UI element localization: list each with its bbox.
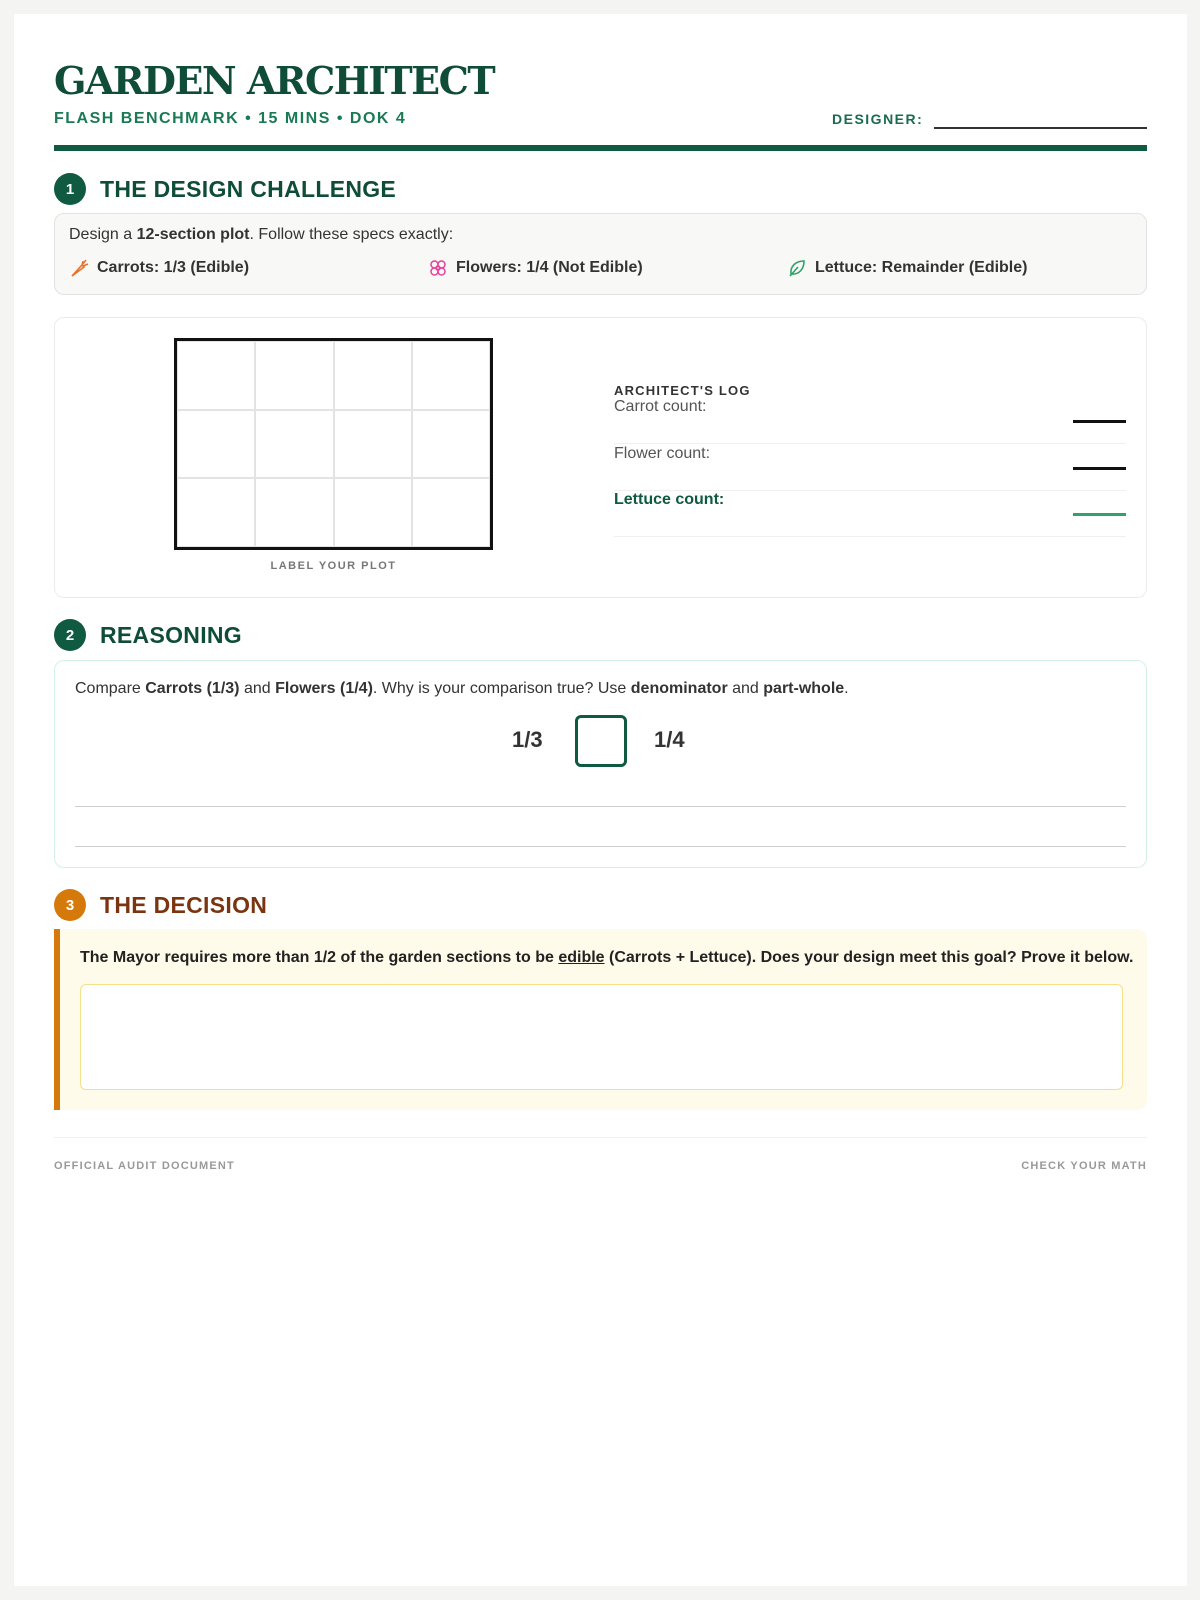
plot-card	[54, 317, 1147, 598]
footer-right: CHECK YOUR MATH	[1021, 1160, 1147, 1172]
plot-section[interactable]	[255, 410, 333, 479]
header-divider	[54, 145, 1147, 151]
carrot-count-blank[interactable]	[1073, 420, 1126, 423]
designer-name-field[interactable]	[934, 127, 1147, 129]
footer-left: OFFICIAL AUDIT DOCUMENT	[54, 1160, 235, 1172]
designer-label: DESIGNER:	[832, 111, 924, 127]
comparison-symbol-box[interactable]	[575, 715, 627, 767]
section-number-badge: 1	[54, 173, 86, 205]
right-fraction: 1/4	[654, 727, 685, 752]
plot-section[interactable]	[334, 478, 412, 547]
plot-section[interactable]	[177, 341, 255, 410]
plot-section[interactable]	[334, 410, 412, 479]
carrot-icon	[69, 258, 89, 278]
plot-section[interactable]	[334, 341, 412, 410]
plot-section[interactable]	[177, 478, 255, 547]
section-number-badge: 3	[54, 889, 86, 921]
proof-answer-box[interactable]	[80, 984, 1123, 1090]
section-number-badge: 2	[54, 619, 86, 651]
plot-section[interactable]	[412, 478, 490, 547]
spec-carrots: Carrots: 1/3 (Edible)	[69, 258, 249, 278]
section-title: REASONING	[100, 621, 242, 648]
decision-box	[54, 929, 1147, 1110]
section-2-heading	[54, 619, 242, 651]
spec-flowers: Flowers: 1/4 (Not Edible)	[428, 258, 643, 278]
plot-section[interactable]	[412, 341, 490, 410]
subtitle: FLASH BENCHMARK • 15 MINS • DOK 4	[54, 110, 407, 127]
spec-lettuce: Lettuce: Remainder (Edible)	[787, 258, 1027, 278]
writing-line[interactable]	[75, 806, 1126, 807]
section-3-heading	[54, 889, 267, 921]
plot-section[interactable]	[255, 478, 333, 547]
log-row-lettuce: Lettuce count:	[614, 491, 1126, 537]
reasoning-box	[54, 660, 1147, 868]
lettuce-count-blank[interactable]	[1073, 513, 1126, 516]
reasoning-prompt: Compare Carrots (1/3) and Flowers (1/4). Why is your comparison true? Use denominator and part-whole.	[75, 680, 849, 697]
log-row-flower: Flower count:	[614, 445, 1126, 491]
plot-label: LABEL YOUR PLOT	[270, 560, 397, 572]
flower-icon	[428, 258, 448, 278]
spec-intro: Design a 12-section plot. Follow these specs exactly:	[69, 226, 454, 243]
section-title: THE DESIGN CHALLENGE	[100, 175, 397, 202]
decision-prompt: The Mayor requires more than 1/2 of the garden sections to be edible (Carrots + Lettuce). Does your design meet this goal? Prove it below.	[80, 949, 1134, 966]
log-row-carrot: Carrot count:	[614, 398, 1126, 444]
left-fraction: 1/3	[512, 727, 543, 752]
section-title: THE DECISION	[100, 891, 268, 918]
leaf-icon	[787, 258, 807, 278]
plot-section[interactable]	[412, 410, 490, 479]
log-title: ARCHITECT'S LOG	[614, 383, 751, 398]
section-1-heading	[54, 173, 396, 205]
spec-box	[54, 213, 1147, 295]
plot-section[interactable]	[255, 341, 333, 410]
writing-line[interactable]	[75, 846, 1126, 847]
page-title: GARDEN ARCHITECT	[54, 58, 495, 103]
footer-divider	[54, 1137, 1147, 1138]
garden-plot-grid[interactable]	[174, 338, 493, 550]
plot-section[interactable]	[177, 410, 255, 479]
flower-count-blank[interactable]	[1073, 467, 1126, 470]
